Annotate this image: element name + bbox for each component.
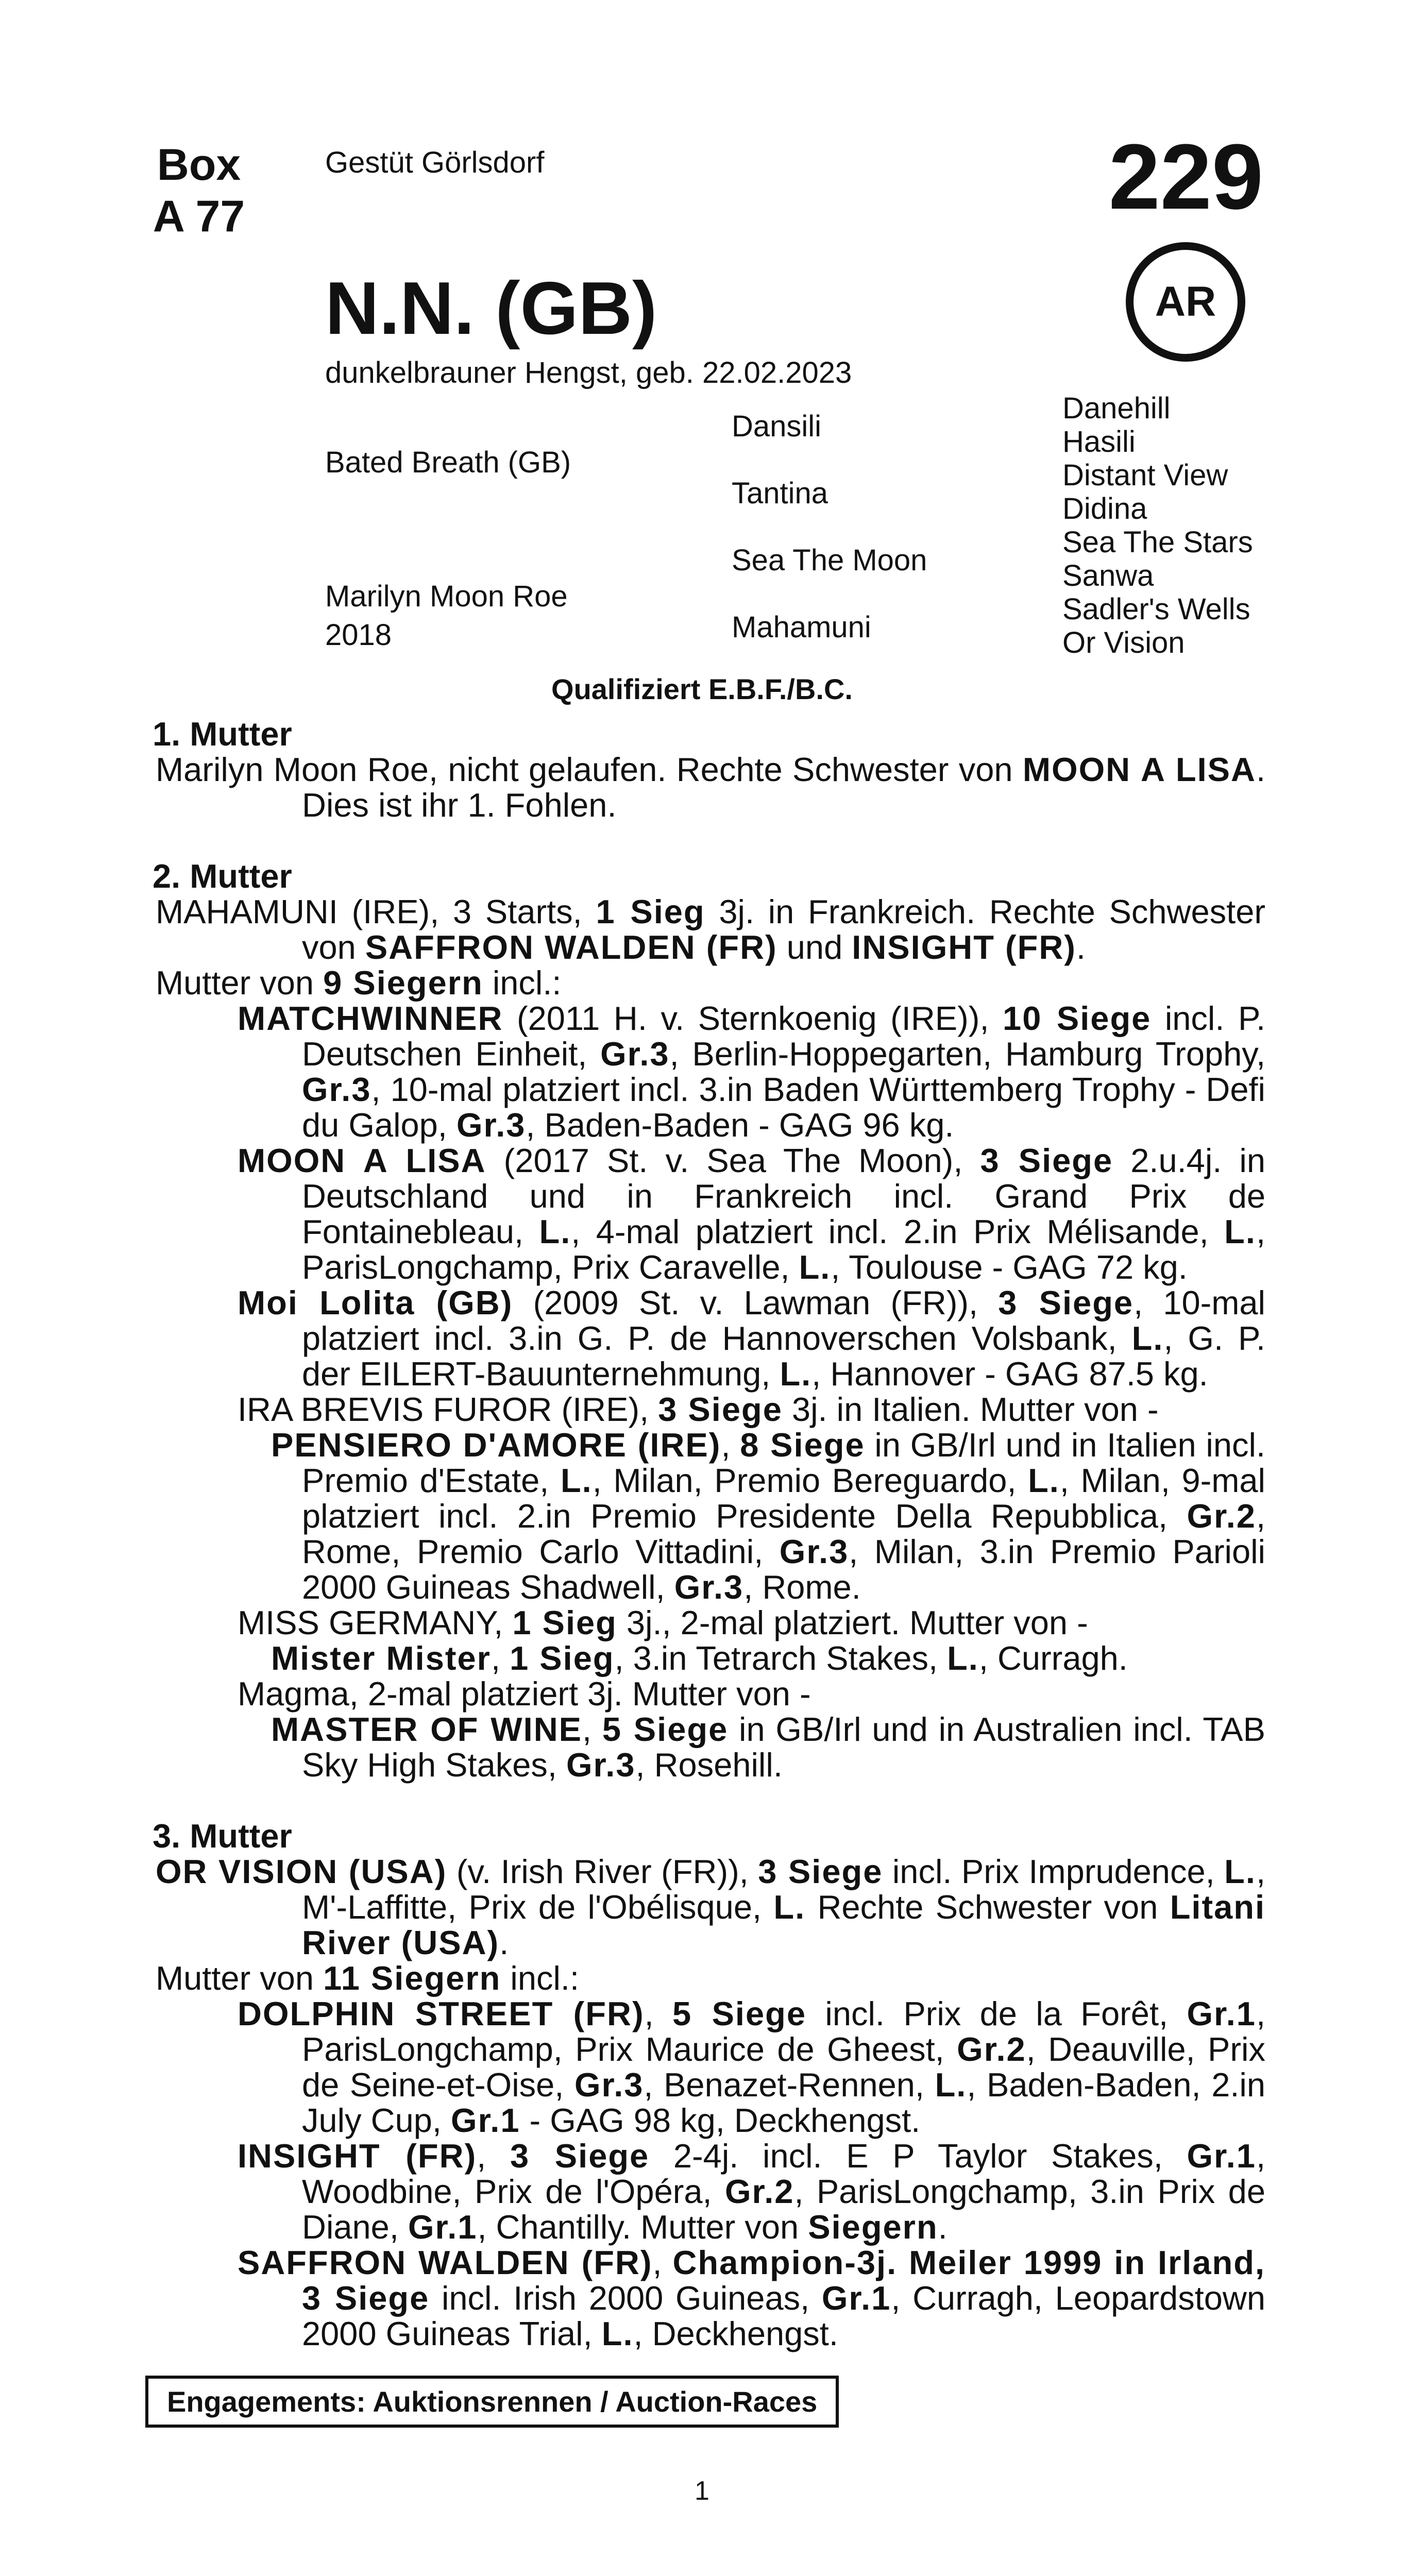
progeny-entry: INSIGHT (FR), 3 Siege 2-4j. incl. E P Taylor Stakes, Gr.1, Woodbine, Prix de l'Opéra, Gr.2, ParisLongchamp, 3.in Prix de Diane, Gr.1, Chantilly. Mutter von Siegern. [238, 2137, 1265, 2246]
box-label: Box A 77 [153, 140, 245, 241]
grand-progeny-entry: PENSIERO D'AMORE (IRE), 8 Siege in GB/Irl und in Italien incl. Premio d'Estate, L., Milan, Premio Bereguardo, L., Milan, 9-mal platziert incl. 2.in Premio Presidente Della Repubblica, Gr.2, Rome, Premio Carlo Vittadini, Gr.3, Milan, 3.in Premio Parioli 2000 Guineas Shadwell, Gr.3, Rome. [271, 1426, 1265, 1606]
dam-paragraph: OR VISION (USA) (v. Irish River (FR)), 3 Siege incl. Prix Imprudence, L., M'-Laffitte, Prix de l'Obélisque, L. Rechte Schwester von Litani River (USA). [156, 1853, 1266, 1961]
pedigree-gen3-item: Or Vision [1062, 626, 1185, 659]
section-title: 1. Mutter [153, 715, 292, 753]
progeny-entry: MISS GERMANY, 1 Sieg 3j., 2-mal platziert. Mutter von - [238, 1604, 1088, 1641]
pedigree-gen2-item: Dansili [732, 410, 822, 443]
qualification: Qualifiziert E.B.F./B.C. [551, 673, 853, 705]
pedigree-gen3-item: Sanwa [1062, 559, 1154, 592]
progeny-entry: Moi Lolita (GB) (2009 St. v. Lawman (FR)), 3 Siege, 10-mal platziert incl. 3.in G. P. de Hannoverschen Volsbank, L., G. P. der EILERT-Bauunternehmung, L., Hannover - GAG 87.5 kg. [238, 1284, 1265, 1393]
pedigree-gen3-item: Hasili [1062, 425, 1136, 459]
catalogue-entry [153, 716, 1265, 2351]
dam-paragraph: MAHAMUNI (IRE), 3 Starts, 1 Sieg 3j. in Frankreich. Rechte Schwester von SAFFRON WALDEN (FR) und INSIGHT (FR). [156, 893, 1265, 966]
produce-intro: Mutter von 9 Siegern incl.: [156, 964, 562, 1002]
section-title: 3. Mutter [153, 1817, 292, 1855]
pedigree-gen3-item: Sea The Stars [1062, 526, 1253, 559]
progeny-entry: Magma, 2-mal platziert 3j. Mutter von - [238, 1675, 811, 1713]
pedigree-gen3-item: Sadler's Wells [1062, 592, 1250, 626]
progeny-entry: IRA BREVIS FUROR (IRE), 3 Siege 3j. in Italien. Mutter von - [238, 1391, 1159, 1428]
pedigree-sire: Bated Breath (GB) [325, 446, 571, 479]
progeny-entry: MOON A LISA (2017 St. v. Sea The Moon), 3 Siege 2.u.4j. in Deutschland und in Frankreich incl. Grand Prix de Fontainebleau, L., 4-mal platziert incl. 2.in Prix Mélisande, L., ParisLongchamp, Prix Caravelle, L., Toulouse - GAG 72 kg. [238, 1142, 1266, 1286]
ar-badge: AR [1126, 242, 1245, 362]
page-number: 1 [695, 2476, 709, 2506]
pedigree-gen3-item: Didina [1062, 492, 1147, 526]
progeny-entry: MATCHWINNER (2011 H. v. Sternkoenig (IRE)), 10 Siege incl. P. Deutschen Einheit, Gr.3, Berlin-Hoppegarten, Hamburg Trophy, Gr.3, 10-mal platziert incl. 3.in Baden Württemberg Trophy - Defi du Galop, Gr.3, Baden-Baden - GAG 96 kg. [238, 999, 1266, 1144]
pedigree-gen3-item: Danehill [1062, 392, 1171, 425]
dam-paragraph: Marilyn Moon Roe, nicht gelaufen. Rechte Schwester von MOON A LISA. Dies ist ihr 1. Fohlen. [156, 751, 1265, 824]
progeny-entry: DOLPHIN STREET (FR), 5 Siege incl. Prix de la Forêt, Gr.1, ParisLongchamp, Prix Maurice de Gheest, Gr.2, Deauville, Prix de Seine-et-Oise, Gr.3, Benazet-Rennen, L., Baden-Baden, 2.in July Cup, Gr.1 - GAG 98 kg, Deckhengst. [238, 1995, 1265, 2139]
pedigree-gen2-item: Sea The Moon [732, 544, 927, 577]
grand-progeny-entry: MASTER OF WINE, 5 Siege in GB/Irl und in Australien incl. TAB Sky High Stakes, Gr.3, Rosehill. [271, 1710, 1265, 1784]
lot-number: 229 [1108, 125, 1263, 229]
stud-name: Gestüt Görlsdorf [325, 146, 545, 179]
section-title: 2. Mutter [153, 857, 292, 895]
produce-intro: Mutter von 11 Siegern incl.: [156, 1959, 580, 1997]
pedigree-dam-year: 2018 [325, 618, 392, 652]
horse-description: dunkelbrauner Hengst, geb. 22.02.2023 [325, 356, 852, 389]
box-number: A 77 [153, 192, 245, 241]
pedigree-dam: Marilyn Moon Roe [325, 580, 568, 613]
pedigree-gen3-item: Distant View [1062, 459, 1228, 492]
pedigree-gen2-item: Tantina [732, 477, 828, 510]
engagements-box: Engagements: Auktionsrennen / Auction-Races [145, 2376, 839, 2428]
pedigree-gen2-item: Mahamuni [732, 611, 871, 644]
horse-name: N.N. (GB) [325, 266, 657, 350]
progeny-entry: SAFFRON WALDEN (FR), Champion-3j. Meiler 1999 in Irland, 3 Siege incl. Irish 2000 Guineas, Gr.1, Curragh, Leopardstown 2000 Guineas Trial, L., Deckhengst. [238, 2244, 1265, 2352]
grand-progeny-entry: Mister Mister, 1 Sieg, 3.in Tetrarch Stakes, L., Curragh. [271, 1639, 1128, 1677]
